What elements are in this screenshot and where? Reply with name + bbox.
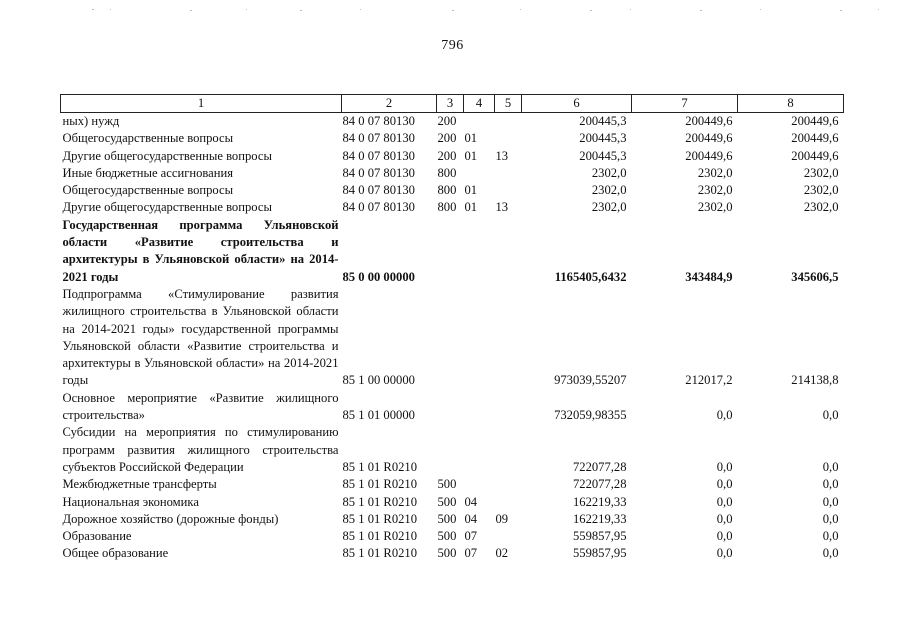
amount-year3-cell: 2302,0 [803,200,839,215]
amount-year1-cell: 162219,33 [572,494,627,509]
amount-year3-cell: 0,0 [822,529,839,544]
table-row [61,217,844,286]
subsection-cell [495,476,522,493]
amount-year1-cell: 2302,0 [591,165,627,180]
amount-year2-cell: 200449,6 [685,114,733,128]
amount-year2-cell: 2302,0 [697,165,733,180]
section-cell [464,424,495,476]
expense-type-cell: 800 [437,165,457,180]
page-number: 796 [441,38,464,53]
amount-year3-cell: 0,0 [822,408,839,423]
row-name-cell: Другие общегосударственные вопросы [62,200,272,215]
section-cell: 07 [464,546,478,561]
amount-year3-cell: 200449,6 [791,114,839,128]
amount-year2-cell: 200449,6 [685,131,733,146]
table-row [61,545,844,562]
expense-type-cell: 500 [437,477,457,492]
amount-year1-cell: 732059,98355 [554,408,627,423]
expense-type-cell [437,286,464,390]
amount-year2-cell: 2302,0 [697,200,733,215]
table-row [61,113,844,131]
amount-year3-cell: 200449,6 [791,148,839,163]
row-name-cell: Общегосударственные вопросы [62,131,234,146]
subsection-cell [495,130,522,147]
amount-year2-cell: 200449,6 [685,148,733,163]
row-name-cell: Общее образование [62,546,169,561]
target-code-cell: 85 1 01 R0210 [342,477,418,492]
subsection-cell: 13 [495,148,509,163]
subsection-cell: 02 [495,546,509,561]
amount-year1-cell: 200445,3 [579,131,627,146]
row-name-cell: Иные бюджетные ассигнования [62,165,234,180]
table-row [61,199,844,216]
target-code-cell: 84 0 07 80130 [342,131,415,146]
section-cell [464,390,495,425]
section-cell: 04 [464,511,478,526]
section-cell [464,286,495,390]
target-code-cell: 85 1 01 R0210 [342,459,418,474]
target-code-cell: 85 1 01 R0210 [342,494,418,509]
row-name-cell: Национальная экономика [62,494,199,509]
target-code-cell: 85 1 01 00000 [342,408,415,423]
amount-year3-cell: 0,0 [822,511,839,526]
column-header: 1 [61,95,342,113]
expense-type-cell: 800 [437,200,457,215]
table-body [61,113,844,563]
amount-year1-cell: 2302,0 [591,183,627,198]
target-code-cell: 84 0 07 80130 [342,148,415,163]
amount-year1-cell: 162219,33 [572,511,627,526]
amount-year2-cell: 0,0 [716,477,733,492]
amount-year2-cell: 0,0 [716,459,733,474]
amount-year2-cell: 2302,0 [697,183,733,198]
row-name-cell: Образование [62,529,132,544]
table-row [61,390,844,425]
budget-table [60,94,844,563]
amount-year2-cell: 343484,9 [685,269,733,284]
table-row [61,165,844,182]
expense-type-cell: 800 [437,183,457,198]
section-cell: 01 [464,183,478,198]
target-code-cell: 85 0 00 00000 [342,269,415,284]
row-name-cell: Межбюджетные трансферты [62,477,217,492]
subsection-cell [495,528,522,545]
expense-type-cell: 200 [437,114,457,128]
target-code-cell: 84 0 07 80130 [342,200,415,215]
amount-year1-cell: 200445,3 [579,114,627,128]
target-code-cell: 84 0 07 80130 [342,114,415,128]
amount-year3-cell: 0,0 [822,477,839,492]
section-cell [464,113,495,131]
section-cell: 01 [464,200,478,215]
section-cell: 01 [464,131,478,146]
table-row [61,148,844,165]
subsection-cell [495,390,522,425]
target-code-cell: 84 0 07 80130 [342,165,415,180]
table-row [61,182,844,199]
target-code-cell: 84 0 07 80130 [342,183,415,198]
amount-year1-cell: 722077,28 [572,459,627,474]
row-name-cell: Общегосударственные вопросы [62,183,234,198]
subsection-cell [495,217,522,286]
expense-type-cell [437,390,464,425]
amount-year3-cell: 0,0 [822,494,839,509]
column-header: 6 [522,95,632,113]
column-header: 3 [437,95,464,113]
table-row [61,130,844,147]
expense-type-cell: 500 [437,511,457,526]
expense-type-cell [437,424,464,476]
section-cell: 01 [464,148,478,163]
section-cell: 04 [464,494,478,509]
row-name-cell: ных) нужд [62,114,120,128]
amount-year3-cell: 2302,0 [803,183,839,198]
amount-year2-cell: 0,0 [716,511,733,526]
amount-year3-cell: 200449,6 [791,131,839,146]
target-code-cell: 85 1 01 R0210 [342,546,418,561]
table-row [61,528,844,545]
amount-year2-cell: 0,0 [716,546,733,561]
amount-year3-cell: 214138,8 [791,373,839,388]
table-row [61,511,844,528]
amount-year1-cell: 2302,0 [591,200,627,215]
row-name-cell: Дорожное хозяйство (дорожные фонды) [62,511,279,526]
amount-year2-cell: 0,0 [716,494,733,509]
subsection-cell [495,165,522,182]
target-code-cell: 85 1 00 00000 [342,373,415,388]
expense-type-cell: 500 [437,529,457,544]
subsection-cell [495,424,522,476]
amount-year1-cell: 973039,55207 [554,373,627,388]
expense-type-cell: 200 [437,131,457,146]
expense-type-cell [437,217,464,286]
subsection-cell [495,494,522,511]
table-row [61,286,844,390]
expense-type-cell: 200 [437,148,457,163]
table-row [61,424,844,476]
column-header: 5 [495,95,522,113]
column-header: 8 [738,95,844,113]
amount-year2-cell: 0,0 [716,408,733,423]
amount-year1-cell: 559857,95 [572,529,627,544]
row-name-cell: Субсидии на мероприятия по стимулированию программ развития жилищного строительства субъектов Российской Федерации [62,425,339,474]
expense-type-cell: 500 [437,546,457,561]
target-code-cell: 85 1 01 R0210 [342,529,418,544]
section-cell: 07 [464,529,478,544]
row-name-cell: Другие общегосударственные вопросы [62,148,272,163]
subsection-cell: 09 [495,511,509,526]
amount-year3-cell: 2302,0 [803,165,839,180]
expense-type-cell: 500 [437,494,457,509]
scan-noise [0,0,905,30]
column-header: 7 [632,95,738,113]
table-row [61,476,844,493]
amount-year3-cell: 345606,5 [791,269,839,284]
row-name-cell: Государственная программа Ульяновской области «Развитие строительства и архитектуры в Ульяновской области» на 2014-2021 годы [62,217,339,284]
table-header-row [61,95,844,113]
column-header: 2 [342,95,437,113]
amount-year2-cell: 212017,2 [685,373,733,388]
amount-year1-cell: 200445,3 [579,148,627,163]
amount-year3-cell: 0,0 [822,546,839,561]
amount-year1-cell: 1165405,6432 [554,269,627,284]
row-name-cell: Подпрограмма «Стимулирование развития жилищного строительства в Ульяновской области на 2014-2021 годы» государственной программы Ульяновской области «Развитие строительства и архитектуры в Ульяновской области» на 2014-2021 годы [62,286,339,388]
amount-year3-cell: 0,0 [822,459,839,474]
subsection-cell: 13 [495,200,509,215]
section-cell [464,476,495,493]
section-cell [464,165,495,182]
subsection-cell [495,182,522,199]
section-cell [464,217,495,286]
subsection-cell [495,113,522,131]
amount-year2-cell: 0,0 [716,529,733,544]
row-name-cell: Основное мероприятие «Развитие жилищного строительства» [62,390,339,423]
subsection-cell [495,286,522,390]
amount-year1-cell: 559857,95 [572,546,627,561]
table-row [61,494,844,511]
amount-year1-cell: 722077,28 [572,477,627,492]
target-code-cell: 85 1 01 R0210 [342,511,418,526]
column-header: 4 [464,95,495,113]
